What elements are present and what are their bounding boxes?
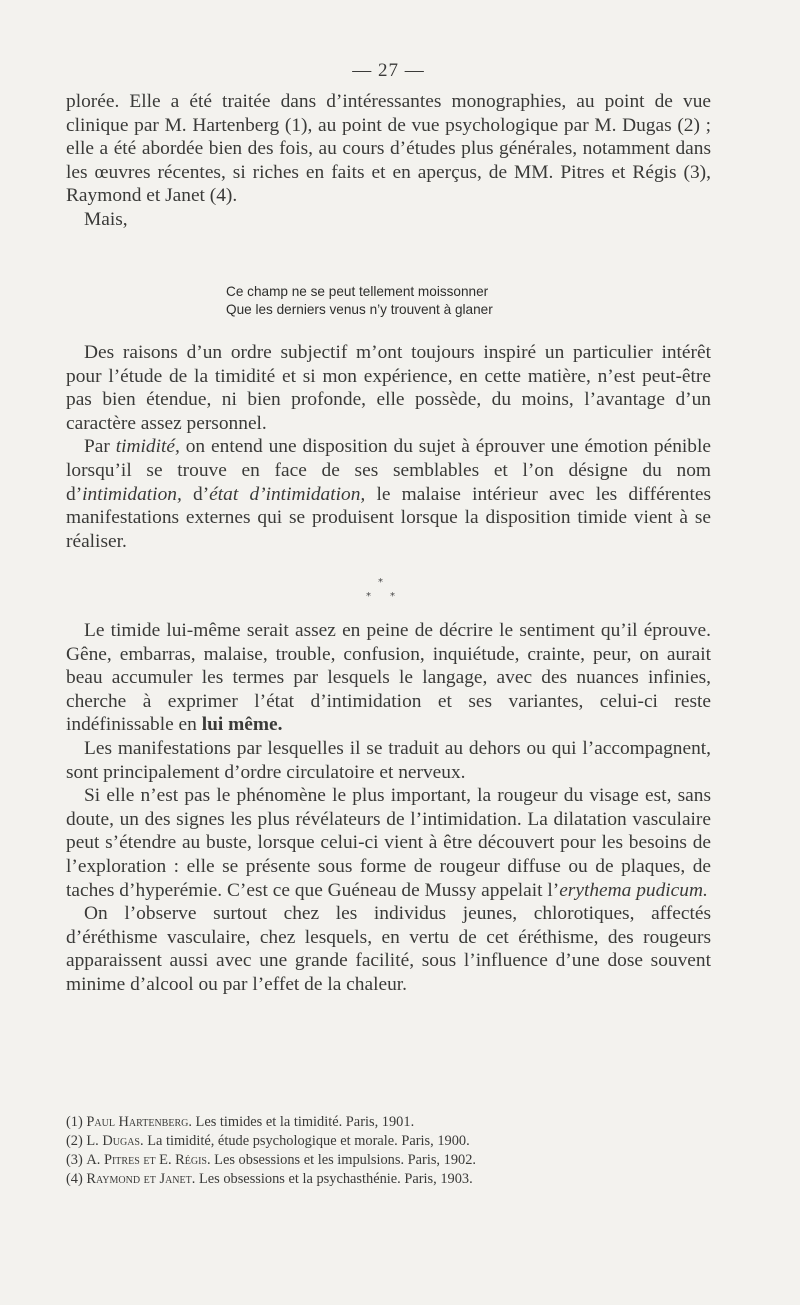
asterism-star-right: *: [390, 591, 395, 602]
text-run: Par: [84, 436, 116, 458]
epigraph: [226, 283, 493, 319]
asterism-star-top: *: [378, 577, 383, 588]
footnote-author: Raymond et Janet.: [86, 1171, 196, 1187]
paragraph-timid-describes: [66, 619, 711, 737]
text-run: Le timide lui-même serait assez en peine de décrire le sentiment qu’il éprouve. Gêne, embarras, malaise, trouble, confusion, inquiétude, crainte, peur, on aurait beau accumuler les termes par lesquels le langage, avec des nuances infinies, cherche à exprimer l’état d’intimidation et ses variantes, celui-ci reste indéfinissable en: [66, 620, 711, 736]
manifestations-section: [66, 619, 711, 997]
paragraph-continuation: plorée. Elle a été traitée dans d’intéressantes monographies, au point de vue clinique par M. Hartenberg (1), au point de vue psychologique par M. Dugas (2) ; elle a été abordée bien des fois, au cours d’études plus générales, notamment dans les œuvres récentes, si riches en faits et en aperçus, de MM. Pitres et Régis (3), Raymond et Janet (4).: [66, 91, 711, 207]
footnote: [66, 1170, 711, 1189]
footnote-number: (1): [66, 1114, 83, 1130]
paragraph-observation: On l’observe surtout chez les individus jeunes, chlorotiques, affectés d’éréthisme vasculaire, chez lesquels, en vertu de cet éréthisme, des rougeurs apparaissent aussi avec une grande facilité, sous l’influence d’une dose souvent minime d’alcool ou par l’effet de la chaleur.: [66, 903, 711, 995]
footnote-number: (3): [66, 1152, 83, 1168]
term-timidite: timidité,: [115, 436, 180, 458]
footnote-text: Les obsessions et les impulsions. Paris, 1902.: [210, 1152, 477, 1168]
footnote-author: L. Dugas.: [86, 1133, 144, 1149]
paragraph-mais: Mais,: [84, 208, 128, 230]
asterism-divider: [366, 577, 396, 605]
footnote-text: Les obsessions et la psychasthénie. Paris, 1903.: [195, 1171, 473, 1187]
footnote-number: (4): [66, 1171, 83, 1187]
paragraph-manifestations: Les manifestations par lesquelles il se traduit au dehors ou qui l’accompagnent, sont principalement d’ordre circulatoire et nerveux.: [66, 737, 711, 783]
footnote: [66, 1132, 711, 1151]
page-number: — 27 —: [352, 60, 425, 81]
intro-section: [66, 341, 711, 553]
text-run: on entend une disposition du sujet à éprouver une émotion pénible lorsqu’il se trouve en face de ses semblables et l’on désigne du nom d’: [66, 436, 711, 505]
footnote-text: Les timides et la timidité. Paris, 1901.: [191, 1114, 415, 1130]
text-run: d’: [181, 483, 210, 505]
epigraph-line-1: Ce champ ne se peut tellement moissonner: [226, 284, 489, 299]
footnote-number: (2): [66, 1133, 83, 1149]
text-run: Si elle n’est pas le phénomène le plus important, la rougeur du visage est, sans doute, un des signes les plus révélateurs de l’intimidation. La dilatation vasculaire peut s’étendre au buste, lorsque celui-ci vient à être découvert pour les besoins de l’exploration : elle se présente sous forme de rougeur diffuse ou de plaques, de taches d’hyperémie. C’est ce que Guéneau de Mussy appelait l’: [66, 785, 711, 901]
paragraph-rougeur: [66, 784, 711, 902]
footnote: [66, 1151, 711, 1170]
paragraph-subjective-reasons: Des raisons d’un ordre subjectif m’ont toujours inspiré un particulier intérêt pour l’étude de la timidité et si mon expérience, en cette matière, n’est peut-être pas bien étendue, ni bien profonde, elle possède, du moins, l’avantage d’un caractère assez personnel.: [66, 342, 711, 434]
term-erythema-pudicum: erythema pudicum.: [559, 879, 708, 901]
footnote: [66, 1113, 711, 1132]
footnotes: [66, 1113, 711, 1189]
term-intimidation: intimidation,: [82, 483, 182, 505]
epigraph-line-2: Que les derniers venus n’y trouvent à glaner: [226, 302, 493, 317]
asterism-star-left: *: [366, 591, 371, 602]
footnote-text: La timidité, étude psychologique et morale. Paris, 1900.: [143, 1133, 470, 1149]
text-run-emphasis: lui même.: [201, 714, 283, 736]
footnote-author: A. Pitres et E. Régis.: [86, 1152, 211, 1168]
footnote-author: Paul Hartenberg.: [86, 1114, 192, 1130]
text-run: le malaise intérieur avec les différentes manifestations externes qui se produisent lorsque la disposition timide vient à se réaliser.: [66, 483, 711, 552]
paragraph-definition: [66, 435, 711, 553]
term-etat-intimidation: état d’intimidation,: [209, 483, 366, 505]
opening-paragraph: [66, 90, 711, 232]
